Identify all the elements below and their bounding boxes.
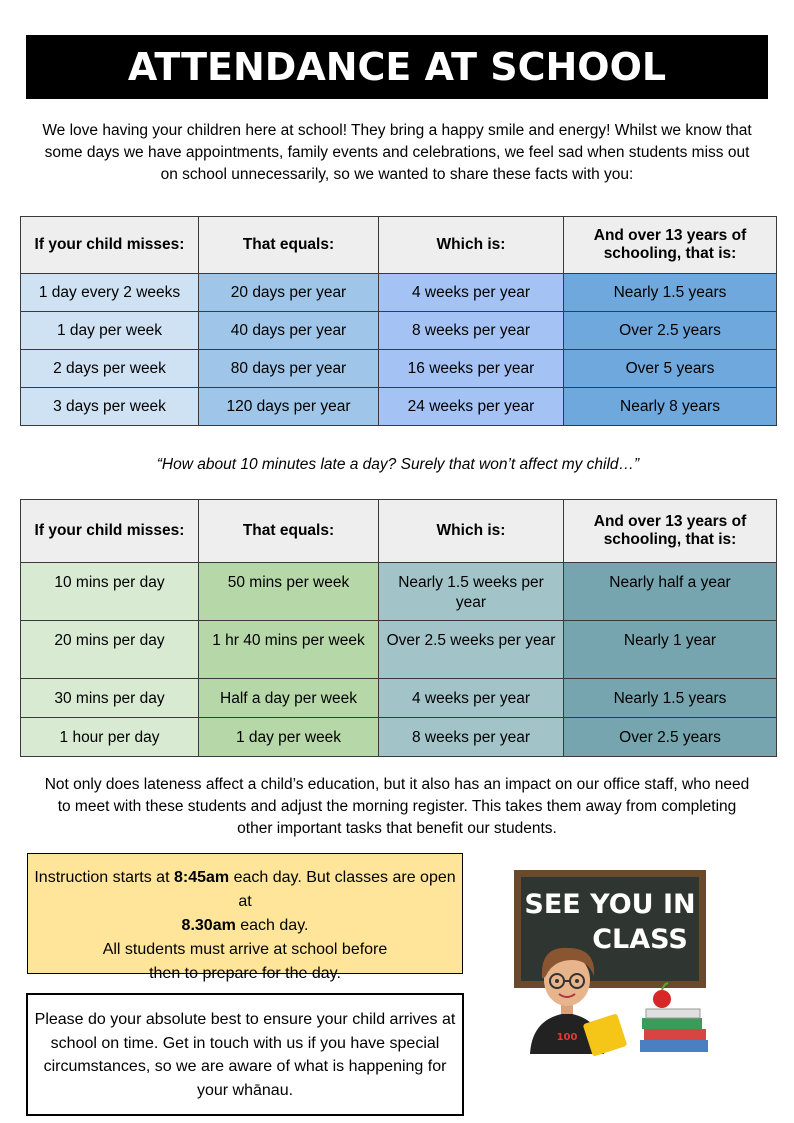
title-banner bbox=[26, 35, 768, 99]
shirt-badge: 100 bbox=[556, 1032, 578, 1043]
header-cell: That equals: bbox=[199, 217, 379, 274]
arrival-instruction: All students must arrive at school before then to prepare for the day. bbox=[102, 941, 388, 982]
table-cell: 16 weeks per year bbox=[379, 350, 564, 388]
table-row bbox=[21, 679, 777, 718]
table-cell: 50 mins per week bbox=[199, 563, 379, 621]
table-cell: 8 weeks per year bbox=[379, 718, 564, 757]
table-cell: 24 weeks per year bbox=[379, 388, 564, 426]
outro-paragraph: Not only does lateness affect a child’s education, but it also has an impact on our office staff, who need to meet with these students and adjust the morning register. This takes them away from completing other important tasks that benefit our students. bbox=[44, 776, 750, 837]
page-title: ATTENDANCE AT SCHOOL bbox=[127, 45, 667, 89]
table-header-row bbox=[21, 217, 777, 274]
table-cell: 80 days per year bbox=[199, 350, 379, 388]
times-text-part: Instruction starts at bbox=[34, 869, 174, 886]
table-cell: 4 weeks per year bbox=[379, 274, 564, 312]
table-cell: Nearly 1.5 years bbox=[564, 679, 777, 718]
table-row bbox=[21, 718, 777, 757]
lateness-table bbox=[20, 499, 777, 757]
table-cell: 1 day per week bbox=[21, 312, 199, 350]
table-cell: Half a day per week bbox=[199, 679, 379, 718]
table-cell: 1 hour per day bbox=[21, 718, 199, 757]
header-cell: And over 13 years of schooling, that is: bbox=[564, 500, 777, 563]
days-absence-table bbox=[20, 216, 777, 426]
table-cell: Nearly 1 year bbox=[564, 621, 777, 679]
table-cell: 40 days per year bbox=[199, 312, 379, 350]
start-time: 8:45am bbox=[173, 869, 230, 886]
chalk-text-line2: CLASS bbox=[592, 924, 688, 955]
table-cell: 1 day every 2 weeks bbox=[21, 274, 199, 312]
table-cell: 20 days per year bbox=[199, 274, 379, 312]
open-time: 8.30am bbox=[181, 917, 236, 934]
header-cell: And over 13 years of schooling, that is: bbox=[564, 217, 777, 274]
chalk-text-line1: SEE YOU IN bbox=[524, 889, 696, 920]
table-cell: 1 day per week bbox=[199, 718, 379, 757]
header-cell: That equals: bbox=[199, 500, 379, 563]
table-row bbox=[21, 274, 777, 312]
times-text bbox=[28, 866, 462, 938]
table-cell: 10 mins per day bbox=[21, 563, 199, 621]
table-cell: Over 2.5 years bbox=[564, 312, 777, 350]
table-cell: Nearly 8 years bbox=[564, 388, 777, 426]
header-cell: If your child misses: bbox=[21, 217, 199, 274]
table-cell: 8 weeks per year bbox=[379, 312, 564, 350]
lateness-quote: “How about 10 minutes late a day? Surely that won’t affect my child…” bbox=[156, 456, 640, 473]
header-cell: Which is: bbox=[379, 500, 564, 563]
table-cell: 20 mins per day bbox=[21, 621, 199, 679]
table-cell: 2 days per week bbox=[21, 350, 199, 388]
table-row bbox=[21, 563, 777, 621]
see-you-in-class-sticker bbox=[512, 868, 712, 1058]
closing-text: Please do your absolute best to ensure your child arrives at school on time. Get in touch with us if you have special circumstances, so we are aware of what is happening for your whānau. bbox=[34, 1011, 456, 1099]
times-text-part: each day. bbox=[235, 917, 309, 934]
table-cell: 120 days per year bbox=[199, 388, 379, 426]
table-cell: Over 2.5 years bbox=[564, 718, 777, 757]
table-cell: Over 2.5 weeks per year bbox=[379, 621, 564, 679]
table-cell: 4 weeks per year bbox=[379, 679, 564, 718]
table-cell: 3 days per week bbox=[21, 388, 199, 426]
books-icon bbox=[583, 1009, 708, 1057]
table-cell: Nearly half a year bbox=[564, 563, 777, 621]
table-cell: 30 mins per day bbox=[21, 679, 199, 718]
table-cell: Over 5 years bbox=[564, 350, 777, 388]
table-row bbox=[21, 388, 777, 426]
closing-box bbox=[26, 993, 464, 1116]
table-row bbox=[21, 312, 777, 350]
table-row bbox=[21, 350, 777, 388]
header-cell: If your child misses: bbox=[21, 500, 199, 563]
table-cell: 1 hr 40 mins per week bbox=[199, 621, 379, 679]
table-header-row bbox=[21, 500, 777, 563]
table-cell: Nearly 1.5 years bbox=[564, 274, 777, 312]
times-text-part: each day. But classes are open at bbox=[229, 869, 456, 910]
header-cell: Which is: bbox=[379, 217, 564, 274]
school-times-box bbox=[27, 853, 463, 982]
table-cell: Nearly 1.5 weeks per year bbox=[379, 563, 564, 621]
table-row bbox=[21, 621, 777, 679]
intro-paragraph: We love having your children here at school! They bring a happy smile and energy! Whilst we know that some days we have appointments, family events and celebrations, we feel sad when students miss out on school unnecessarily, so we wanted to share these facts with you: bbox=[42, 122, 752, 183]
